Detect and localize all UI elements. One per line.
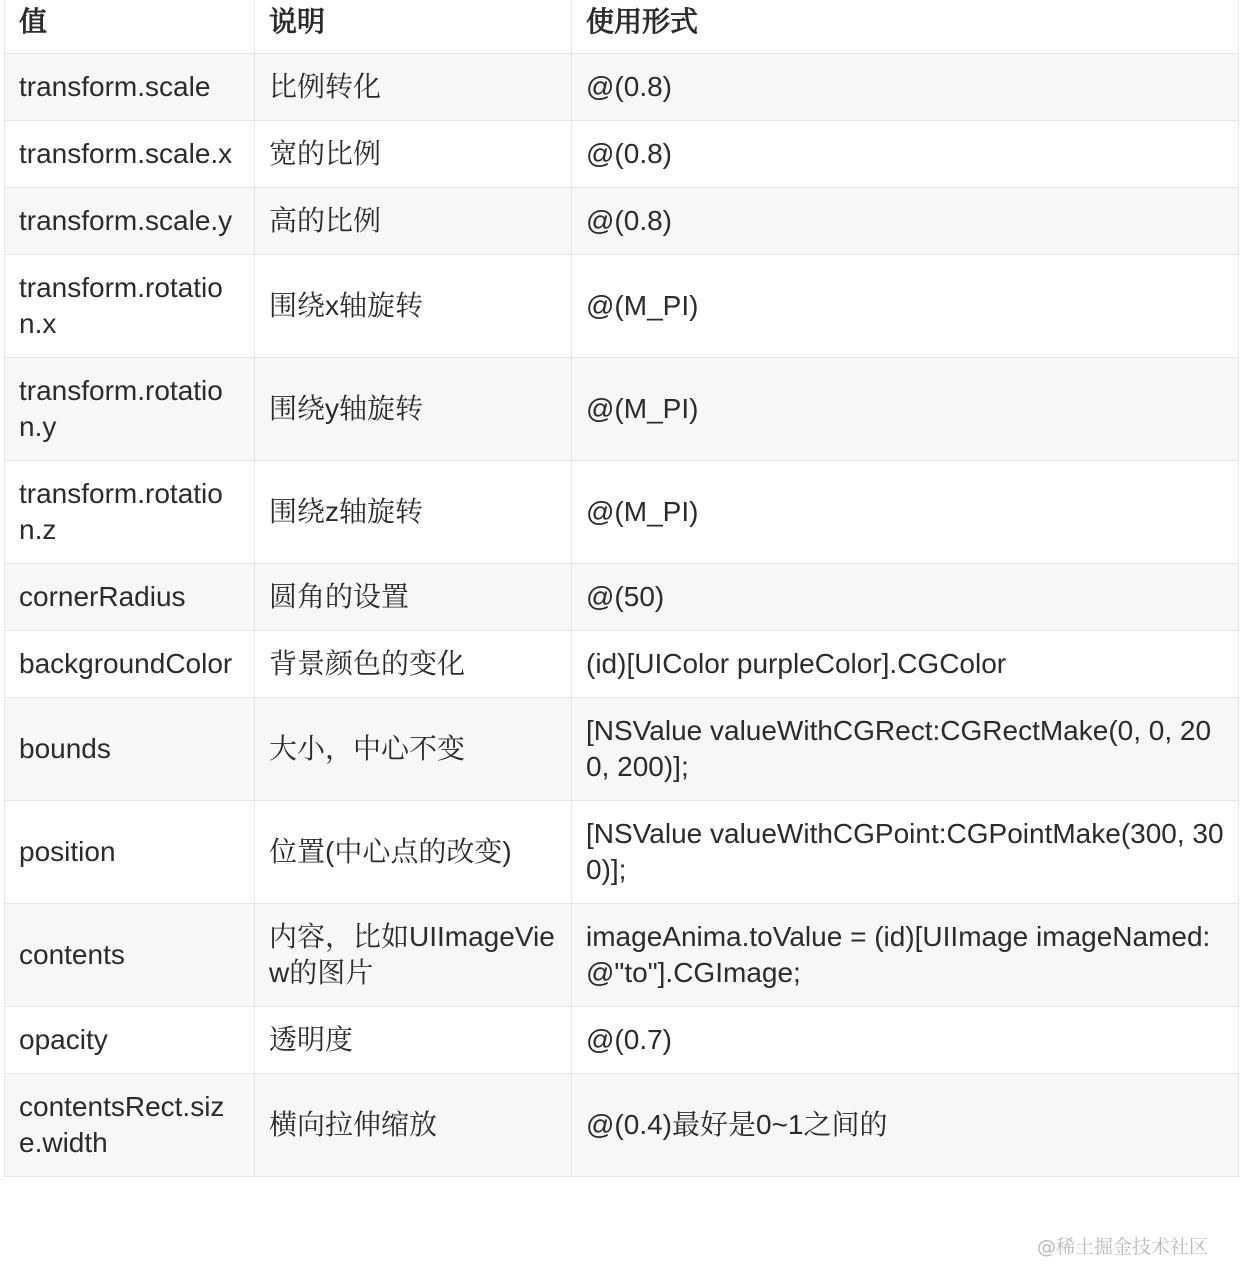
header-description: 说明 [255,0,572,54]
table-row [5,188,1239,255]
cell-key: transform.rotation.y [5,358,255,461]
table-row [5,54,1239,121]
cell-usage: @(0.8) [572,188,1239,255]
cell-description: 位置(中心点的改变) [255,801,572,904]
watermark-text: @稀土掘金技术社区 [1036,1236,1208,1258]
cell-description: 大小，中心不变 [255,698,572,801]
cell-usage: @(M_PI) [572,358,1239,461]
cell-key: transform.rotation.x [5,255,255,358]
table-row [5,801,1239,904]
cell-description: 圆角的设置 [255,564,572,631]
cell-description: 宽的比例 [255,121,572,188]
cell-usage: @(0.8) [572,121,1239,188]
cell-description: 比例转化 [255,54,572,121]
property-table-container [4,0,1238,1177]
cell-key: transform.scale.x [5,121,255,188]
cell-usage: @(0.4)最好是0~1之间的 [572,1074,1239,1177]
cell-usage: @(50) [572,564,1239,631]
cell-usage: [NSValue valueWithCGRect:CGRectMake(0, 0, 200, 200)]; [572,698,1239,801]
table-row [5,904,1239,1007]
table-header-row [5,0,1239,54]
cell-description: 围绕x轴旋转 [255,255,572,358]
table-row [5,358,1239,461]
header-usage: 使用形式 [572,0,1239,54]
cell-description: 高的比例 [255,188,572,255]
table-row [5,461,1239,564]
cell-description: 背景颜色的变化 [255,631,572,698]
cell-usage: [NSValue valueWithCGPoint:CGPointMake(300, 300)]; [572,801,1239,904]
cell-key: backgroundColor [5,631,255,698]
cell-description: 内容，比如UIImageView的图片 [255,904,572,1007]
cell-usage: @(0.8) [572,54,1239,121]
table-row [5,255,1239,358]
property-table [4,0,1239,1177]
table-row [5,1074,1239,1177]
table-row [5,1007,1239,1074]
cell-key: transform.scale.y [5,188,255,255]
cell-description: 围绕y轴旋转 [255,358,572,461]
cell-description: 透明度 [255,1007,572,1074]
cell-key: contents [5,904,255,1007]
cell-key: transform.scale [5,54,255,121]
cell-usage: @(M_PI) [572,255,1239,358]
cell-usage: (id)[UIColor purpleColor].CGColor [572,631,1239,698]
cell-usage: @(0.7) [572,1007,1239,1074]
cell-key: position [5,801,255,904]
cell-key: bounds [5,698,255,801]
cell-usage: @(M_PI) [572,461,1239,564]
table-row [5,631,1239,698]
cell-key: opacity [5,1007,255,1074]
table-row [5,121,1239,188]
header-value: 值 [5,0,255,54]
cell-description: 围绕z轴旋转 [255,461,572,564]
cell-key: contentsRect.size.width [5,1074,255,1177]
table-row [5,698,1239,801]
table-row [5,564,1239,631]
cell-key: transform.rotation.z [5,461,255,564]
cell-usage: imageAnima.toValue = (id)[UIImage imageNamed:@"to"].CGImage; [572,904,1239,1007]
cell-key: cornerRadius [5,564,255,631]
cell-description: 横向拉伸缩放 [255,1074,572,1177]
